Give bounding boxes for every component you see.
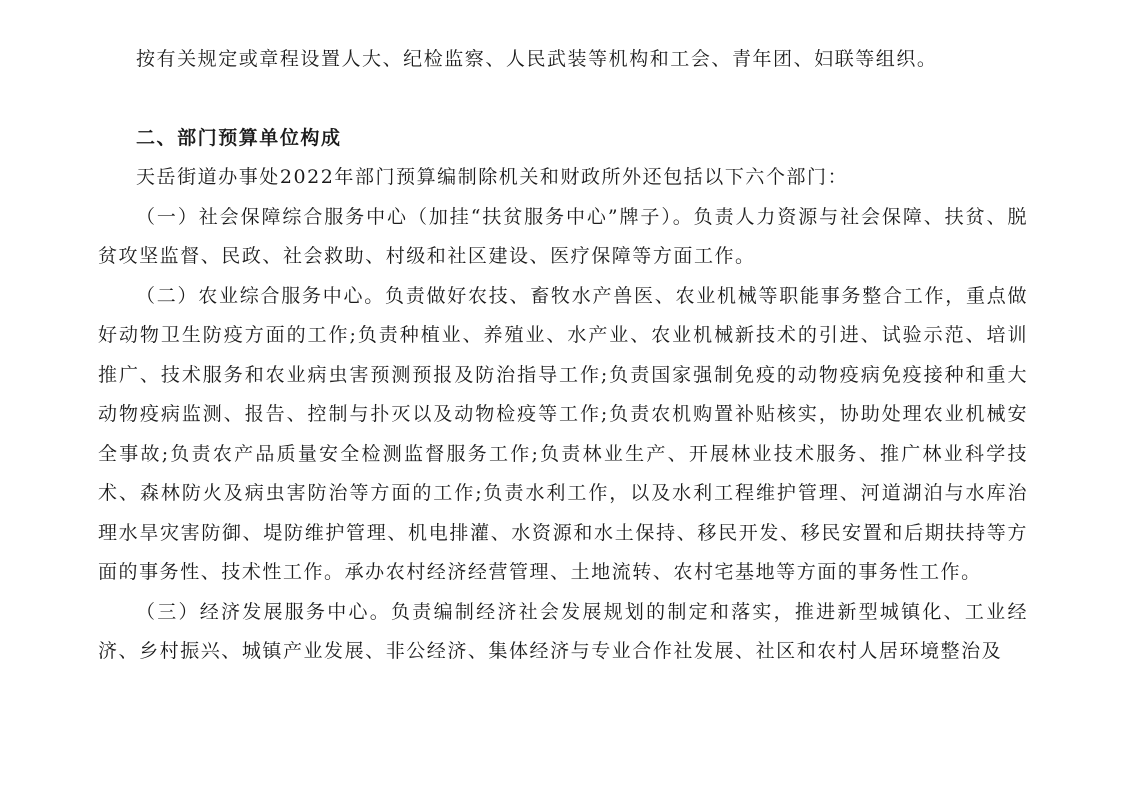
paragraph-units-overview: 天岳街道办事处2022年部门预算编制除机关和财政所外还包括以下六个部门： [136,166,849,188]
document-page [98,40,1028,672]
section-heading: 二、部门预算单位构成 [136,126,342,149]
paragraph-intro-organizations: 按有关规定或章程设置人大、纪检监察、人民武装等机构和工会、青年团、妇联等组织。 [136,48,938,70]
paragraph-social-security-center: （一）社会保障综合服务中心（加挂“扶贫服务中心”牌子）。负责人力资源与社会保障、扶贫、脱贫攻坚监督、民政、社会救助、村级和社区建设、医疗保障等方面工作。 [98,205,1028,267]
paragraph-agriculture-center: （二）农业综合服务中心。负责做好农技、畜牧水产兽医、农业机械等职能事务整合工作，重点做好动物卫生防疫方面的工作;负责种植业、养殖业、水产业、农业机械新技术的引进、试验示范、培训推广、技术服务和农业病虫害预测预报及防治指导工作;负责国家强制免疫的动物疫病免疫接种和重大动物疫病监测、报告、控制与扑灭以及动物检疫等工作;负责农机购置补贴核实，协助处理农业机械安全事故;负责农产品质量安全检测监督服务工作;负责林业生产、开展林业技术服务、推广林业科学技术、森林防火及病虫害防治等方面的工作;负责水利工作，以及水利工程维护管理、河道湖泊与水库治理水旱灾害防御、堤防维护管理、机电排灌、水资源和水土保持、移民开发、移民安置和后期扶持等方面的事务性、技术性工作。承办农村经济经营管理、土地流转、农村宅基地等方面的事务性工作。 [98,284,1028,583]
paragraph-economic-development-center: （三）经济发展服务中心。负责编制经济社会发展规划的制定和落实，推进新型城镇化、工业经济、乡村振兴、城镇产业发展、非公经济、集体经济与专业合作社发展、社区和农村人居环境整治及 [98,600,1028,662]
